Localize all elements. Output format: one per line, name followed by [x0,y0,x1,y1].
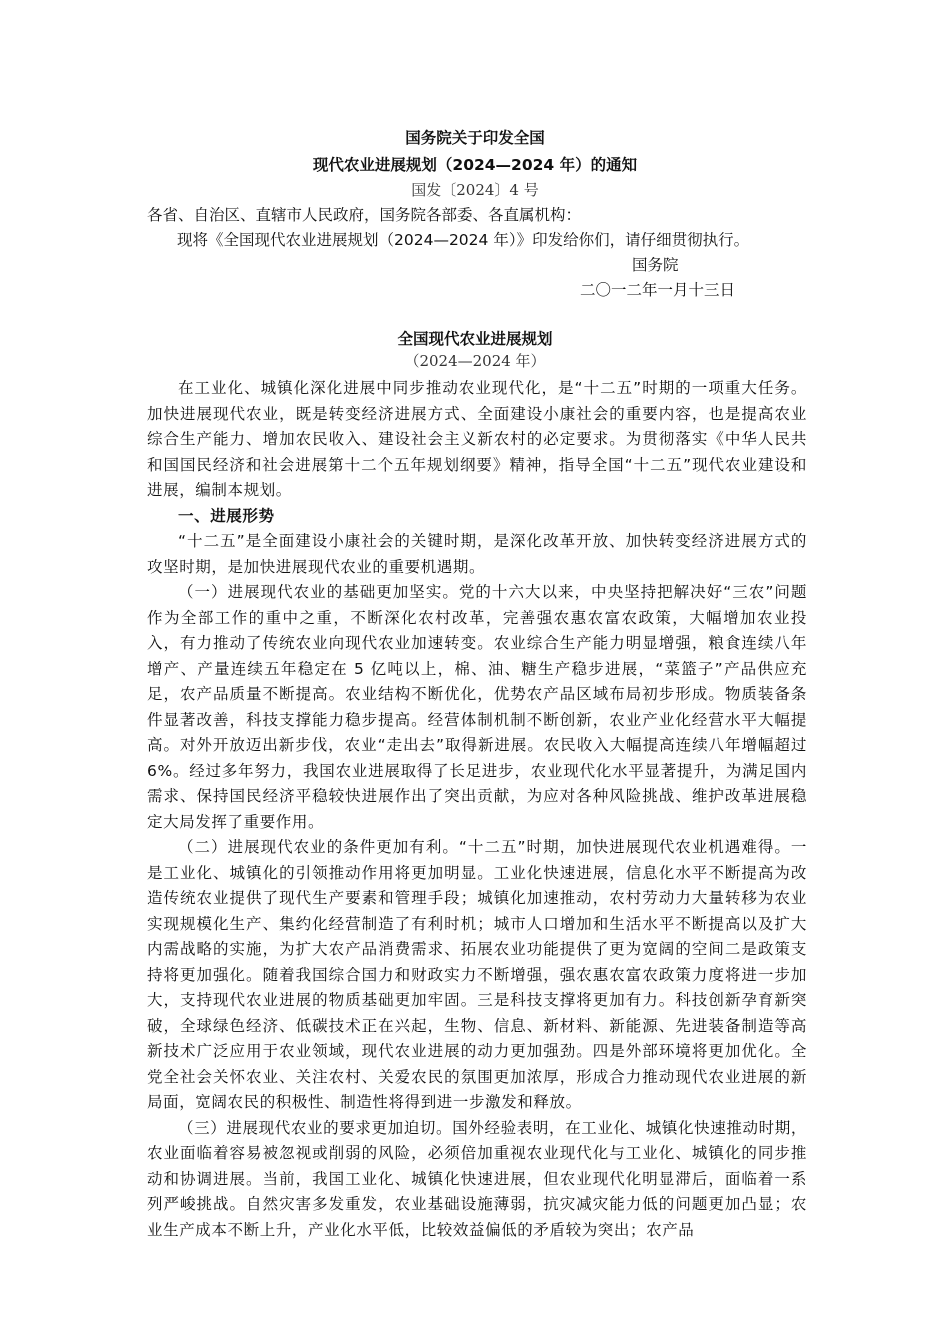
issue-date: 二〇一二年一月十三日 [580,281,736,299]
notice-title-line2: 现代农业进展规划（2024—2024 年）的通知 [312,156,638,174]
notice-body: 现将《全国现代农业进展规划（2024—2024 年）》印发给你们，请仔细贯彻执行。 [177,231,750,249]
section-heading: 一、进展形势 [178,506,275,525]
paragraph-overview: “十二五”是全面建设小康社会的关键时期，是深化改革开放、加快转变经济进展方式的攻坚时期，是加快进展现代农业的重要机遇期。 [147,532,807,576]
paragraph-intro: 在工业化、城镇化深化进展中同步推动农业现代化，是“十二五”时期的一项重大任务。加快进展现代农业，既是转变经济进展方式、全面建设小康社会的重要内容，也是提高农业综合生产能力、增加农民收入、建设社会主义新农村的必定要求。为贯彻落实《中华人民共和国国民经济和社会进展第十二个五年规划纲要》精神，指导全国“十二五”现代农业建设和进展，编制本规划。 [147,379,807,499]
addressee: 各省、自治区、直辖市人民政府，国务院各部委、各直属机构： [147,206,582,224]
paragraph-foundation: （一）进展现代农业的基础更加坚实。党的十六大以来，中央坚持把解决好“三农”问题作为全部工作的重中之重，不断深化农村改革，完善强农惠农富农政策，大幅增加农业投入，有力推动了传统农业向现代农业加速转变。农业综合生产能力明显增强，粮食连续八年增产、产量连续五年稳定在 5 亿吨以上，棉、油、糖生产稳步进展，“菜篮子”产品供应充足，农产品质量不断提高。农业结构不断优化，优势农产品区域布局初步形成。物质装备条件显著改善，科技支撑能力稳步提高。经营体制机制不断创新，农业产业化经营水平大幅提高。对外开放迈出新步伐，农业“走出去”取得新进展。农民收入大幅提高连续八年增幅超过 6%。经过多年努力，我国农业进展取得了长足进步，农业现代化水平显著提升，为满足国内需求、保持国民经济平稳较快进展作出了突出贡献，为应对各种风险挑战、维护改革进展稳定大局发挥了重要作用。 [147,583,807,831]
paragraph-conditions: （二）进展现代农业的条件更加有利。“十二五”时期，加快进展现代农业机遇难得。一是工业化、城镇化的引领推动作用将更加明显。工业化快速进展，信息化水平不断提高为改造传统农业提供了现代生产要素和管理手段；城镇化加速推动，农村劳动力大量转移为农业实现规模化生产、集约化经营制造了有利时机；城市人口增加和生活水平不断提高以及扩大内需战略的实施，为扩大农产品消费需求、拓展农业功能提供了更为宽阔的空间二是政策支持将更加强化。随着我国综合国力和财政实力不断增强，强农惠农富农政策力度将进一步加大，支持现代农业进展的物质基础更加牢固。三是科技支撑将更加有力。科技创新孕育新突破，全球绿色经济、低碳技术正在兴起，生物、信息、新材料、新能源、先进装备制造等高新技术广泛应用于农业领域，现代农业进展的动力更加强劲。四是外部环境将更加优化。全党全社会关怀农业、关注农村、关爱农民的氛围更加浓厚，形成合力推动现代农业进展的新局面，宽阔农民的积极性、制造性将得到进一步激发和释放。 [147,838,807,1111]
document-number: 国发〔2024〕4 号 [411,181,539,199]
plan-period: （2024—2024 年） [404,352,546,370]
notice-title-line1: 国务院关于印发全国 [405,129,545,147]
plan-title: 全国现代农业进展规划 [397,330,553,348]
paragraph-requirements: （三）进展现代农业的要求更加迫切。国外经验表明，在工业化、城镇化快速推动时期，农业面临着容易被忽视或削弱的风险，必须倍加重视农业现代化与工业化、城镇化的同步推动和协调进展。当前，我国工业化、城镇化快速进展，但农业现代化明显滞后，面临着一系列严峻挑战。自然灾害多发重发，农业基础设施薄弱，抗灾减灾能力低的问题更加凸显；农业生产成本不断上升，产业化水平低，比较效益偏低的矛盾较为突出；农产品 [147,1118,807,1239]
signer: 国务院 [632,256,679,274]
plan-body [147,376,807,1243]
